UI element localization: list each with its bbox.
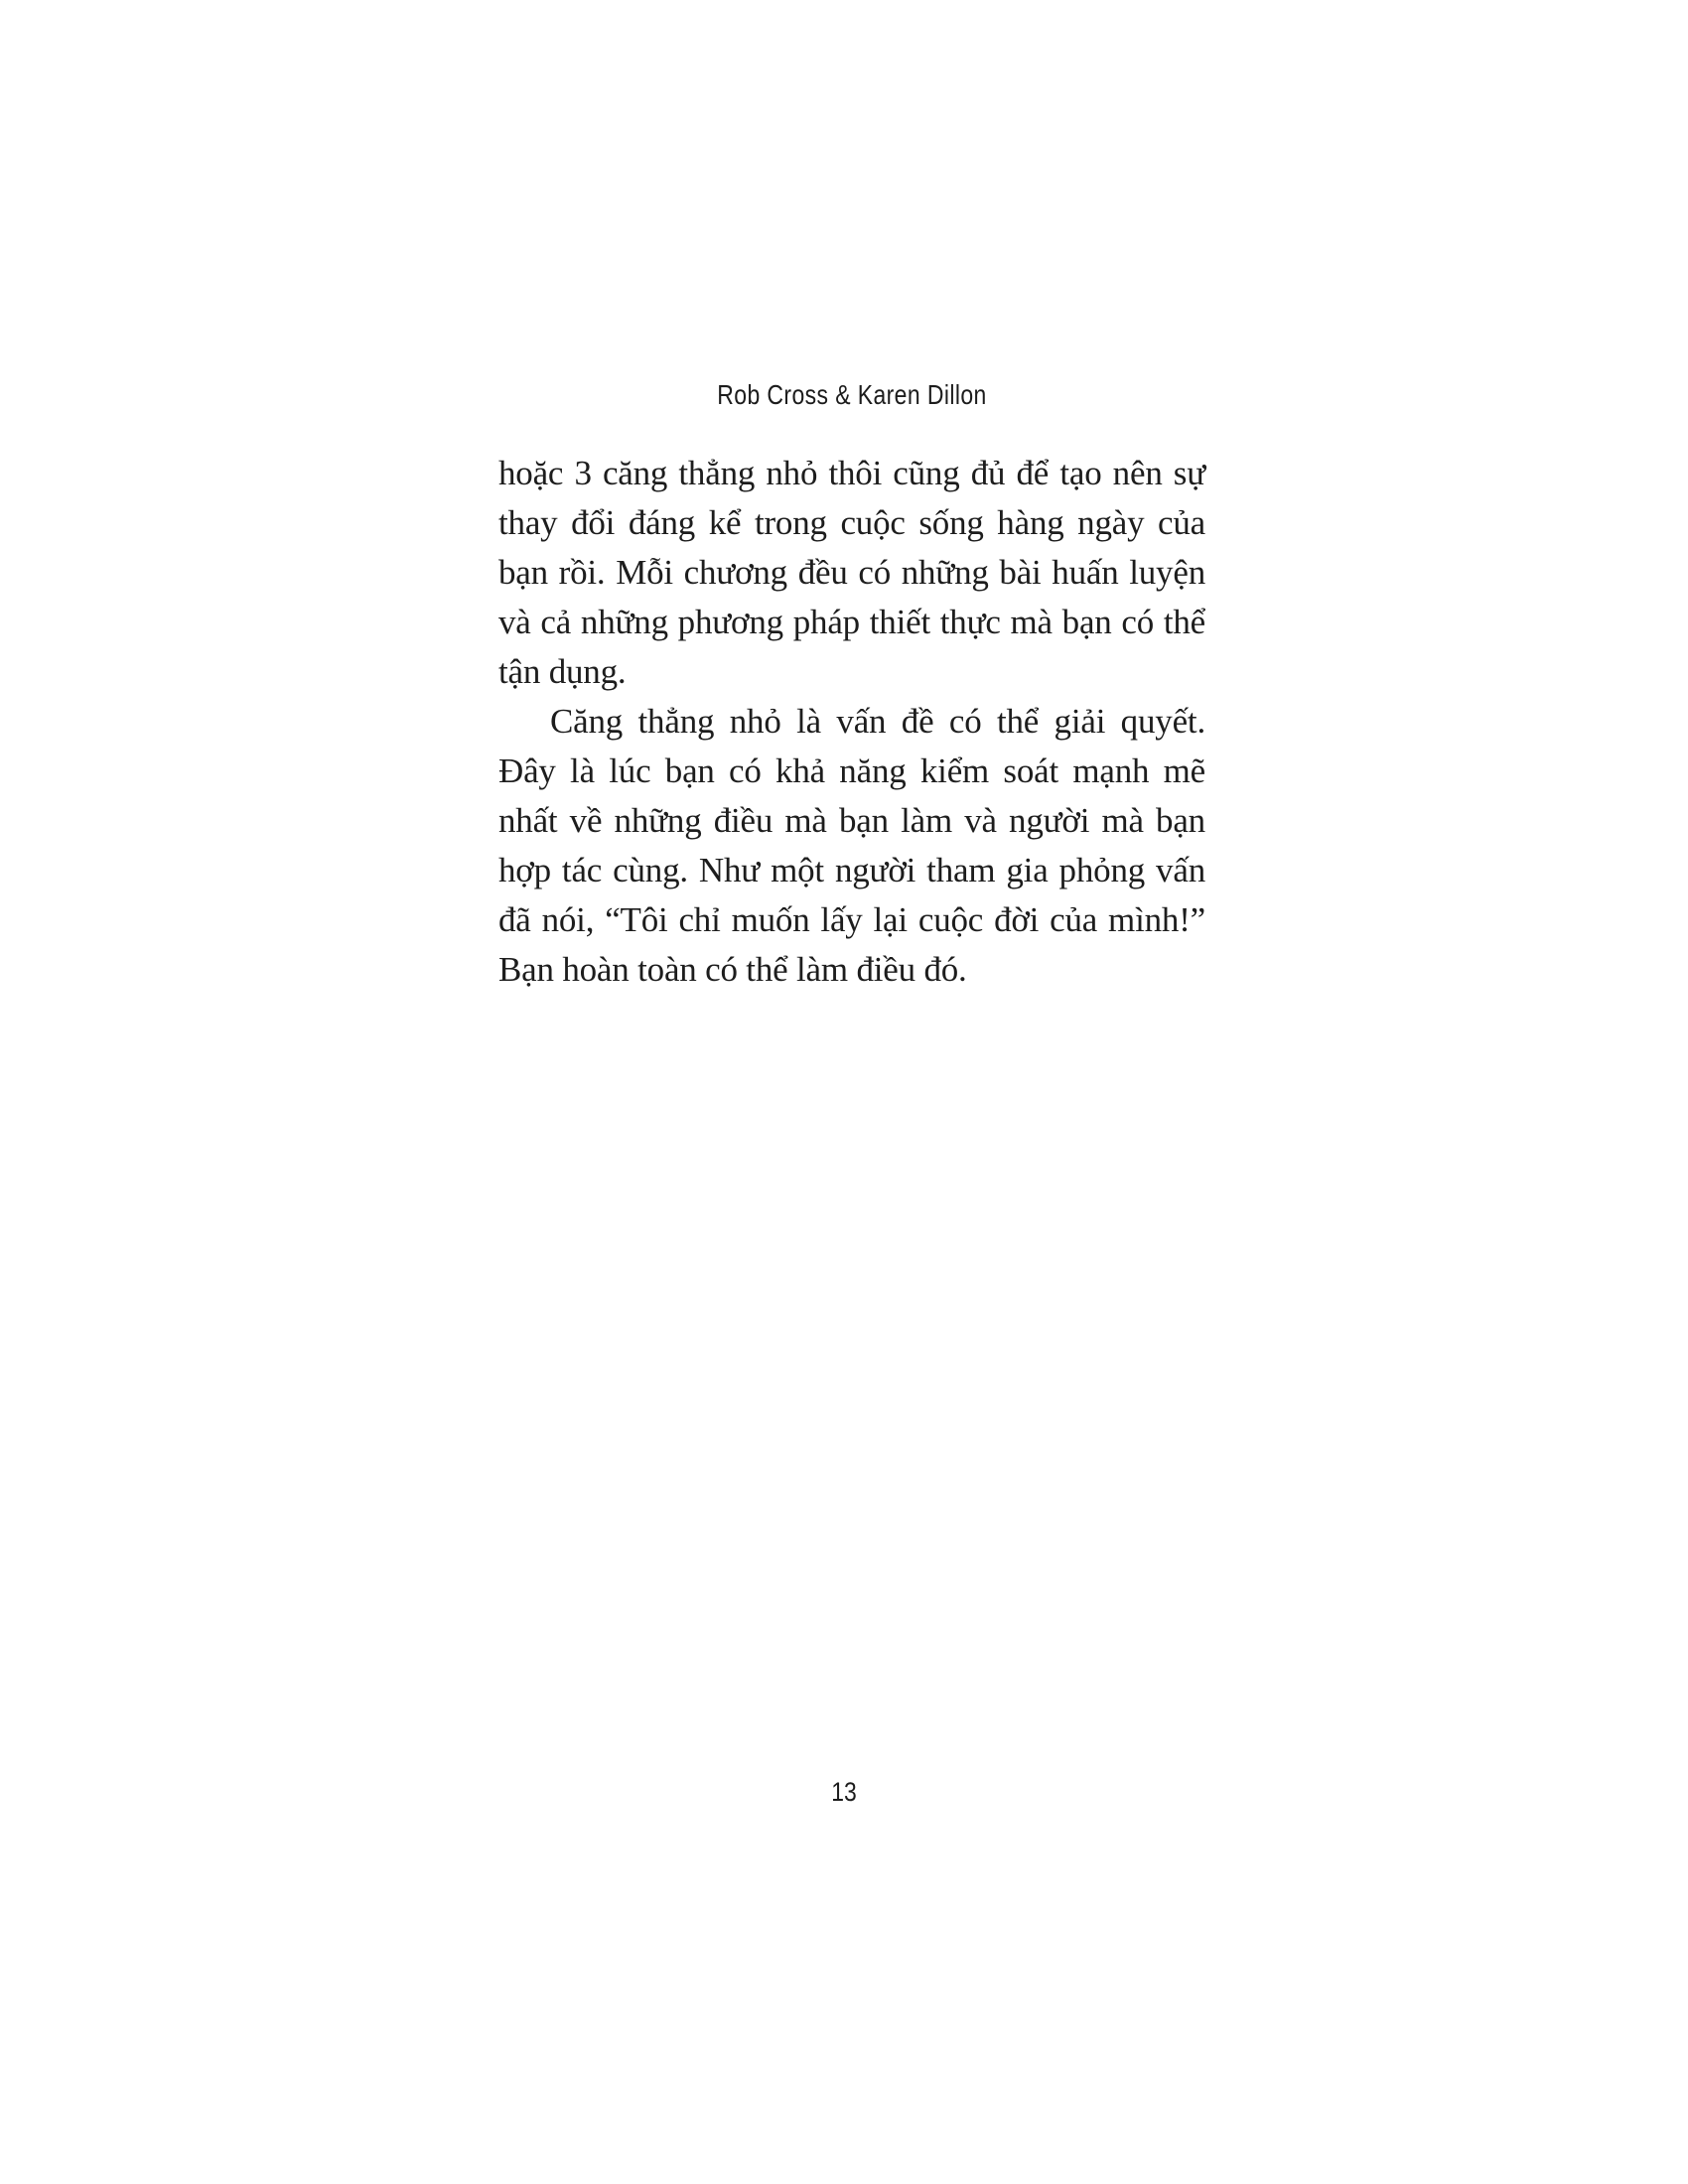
body-text — [498, 449, 1205, 995]
body-line: thay đổi đáng kể trong cuộc sống hàng ngày của — [498, 503, 1205, 542]
body-line: và cả những phương pháp thiết thực mà bạn có thể — [498, 603, 1205, 641]
body-line: hợp tác cùng. Như một người tham gia phỏng vấn — [498, 851, 1205, 889]
body-line: đã nói, “Tôi chỉ muốn lấy lại cuộc đời của mình!” — [498, 900, 1205, 939]
body-line: tận dụng. — [498, 652, 627, 691]
body-line: Căng thẳng nhỏ là vấn đề có thể giải quyết. — [550, 702, 1205, 741]
body-line: nhất về những điều mà bạn làm và người mà bạn — [498, 801, 1205, 840]
body-line: hoặc 3 căng thẳng nhỏ thôi cũng đủ để tạo nên sự — [498, 454, 1205, 492]
body-line: Bạn hoàn toàn có thể làm điều đó. — [498, 950, 967, 989]
running-header: Rob Cross & Karen Dillon — [717, 379, 987, 410]
page-number: 13 — [831, 1777, 857, 1807]
body-line: Đây là lúc bạn có khả năng kiểm soát mạnh mẽ — [498, 751, 1205, 790]
body-line: bạn rồi. Mỗi chương đều có những bài huấn luyện — [498, 553, 1205, 592]
